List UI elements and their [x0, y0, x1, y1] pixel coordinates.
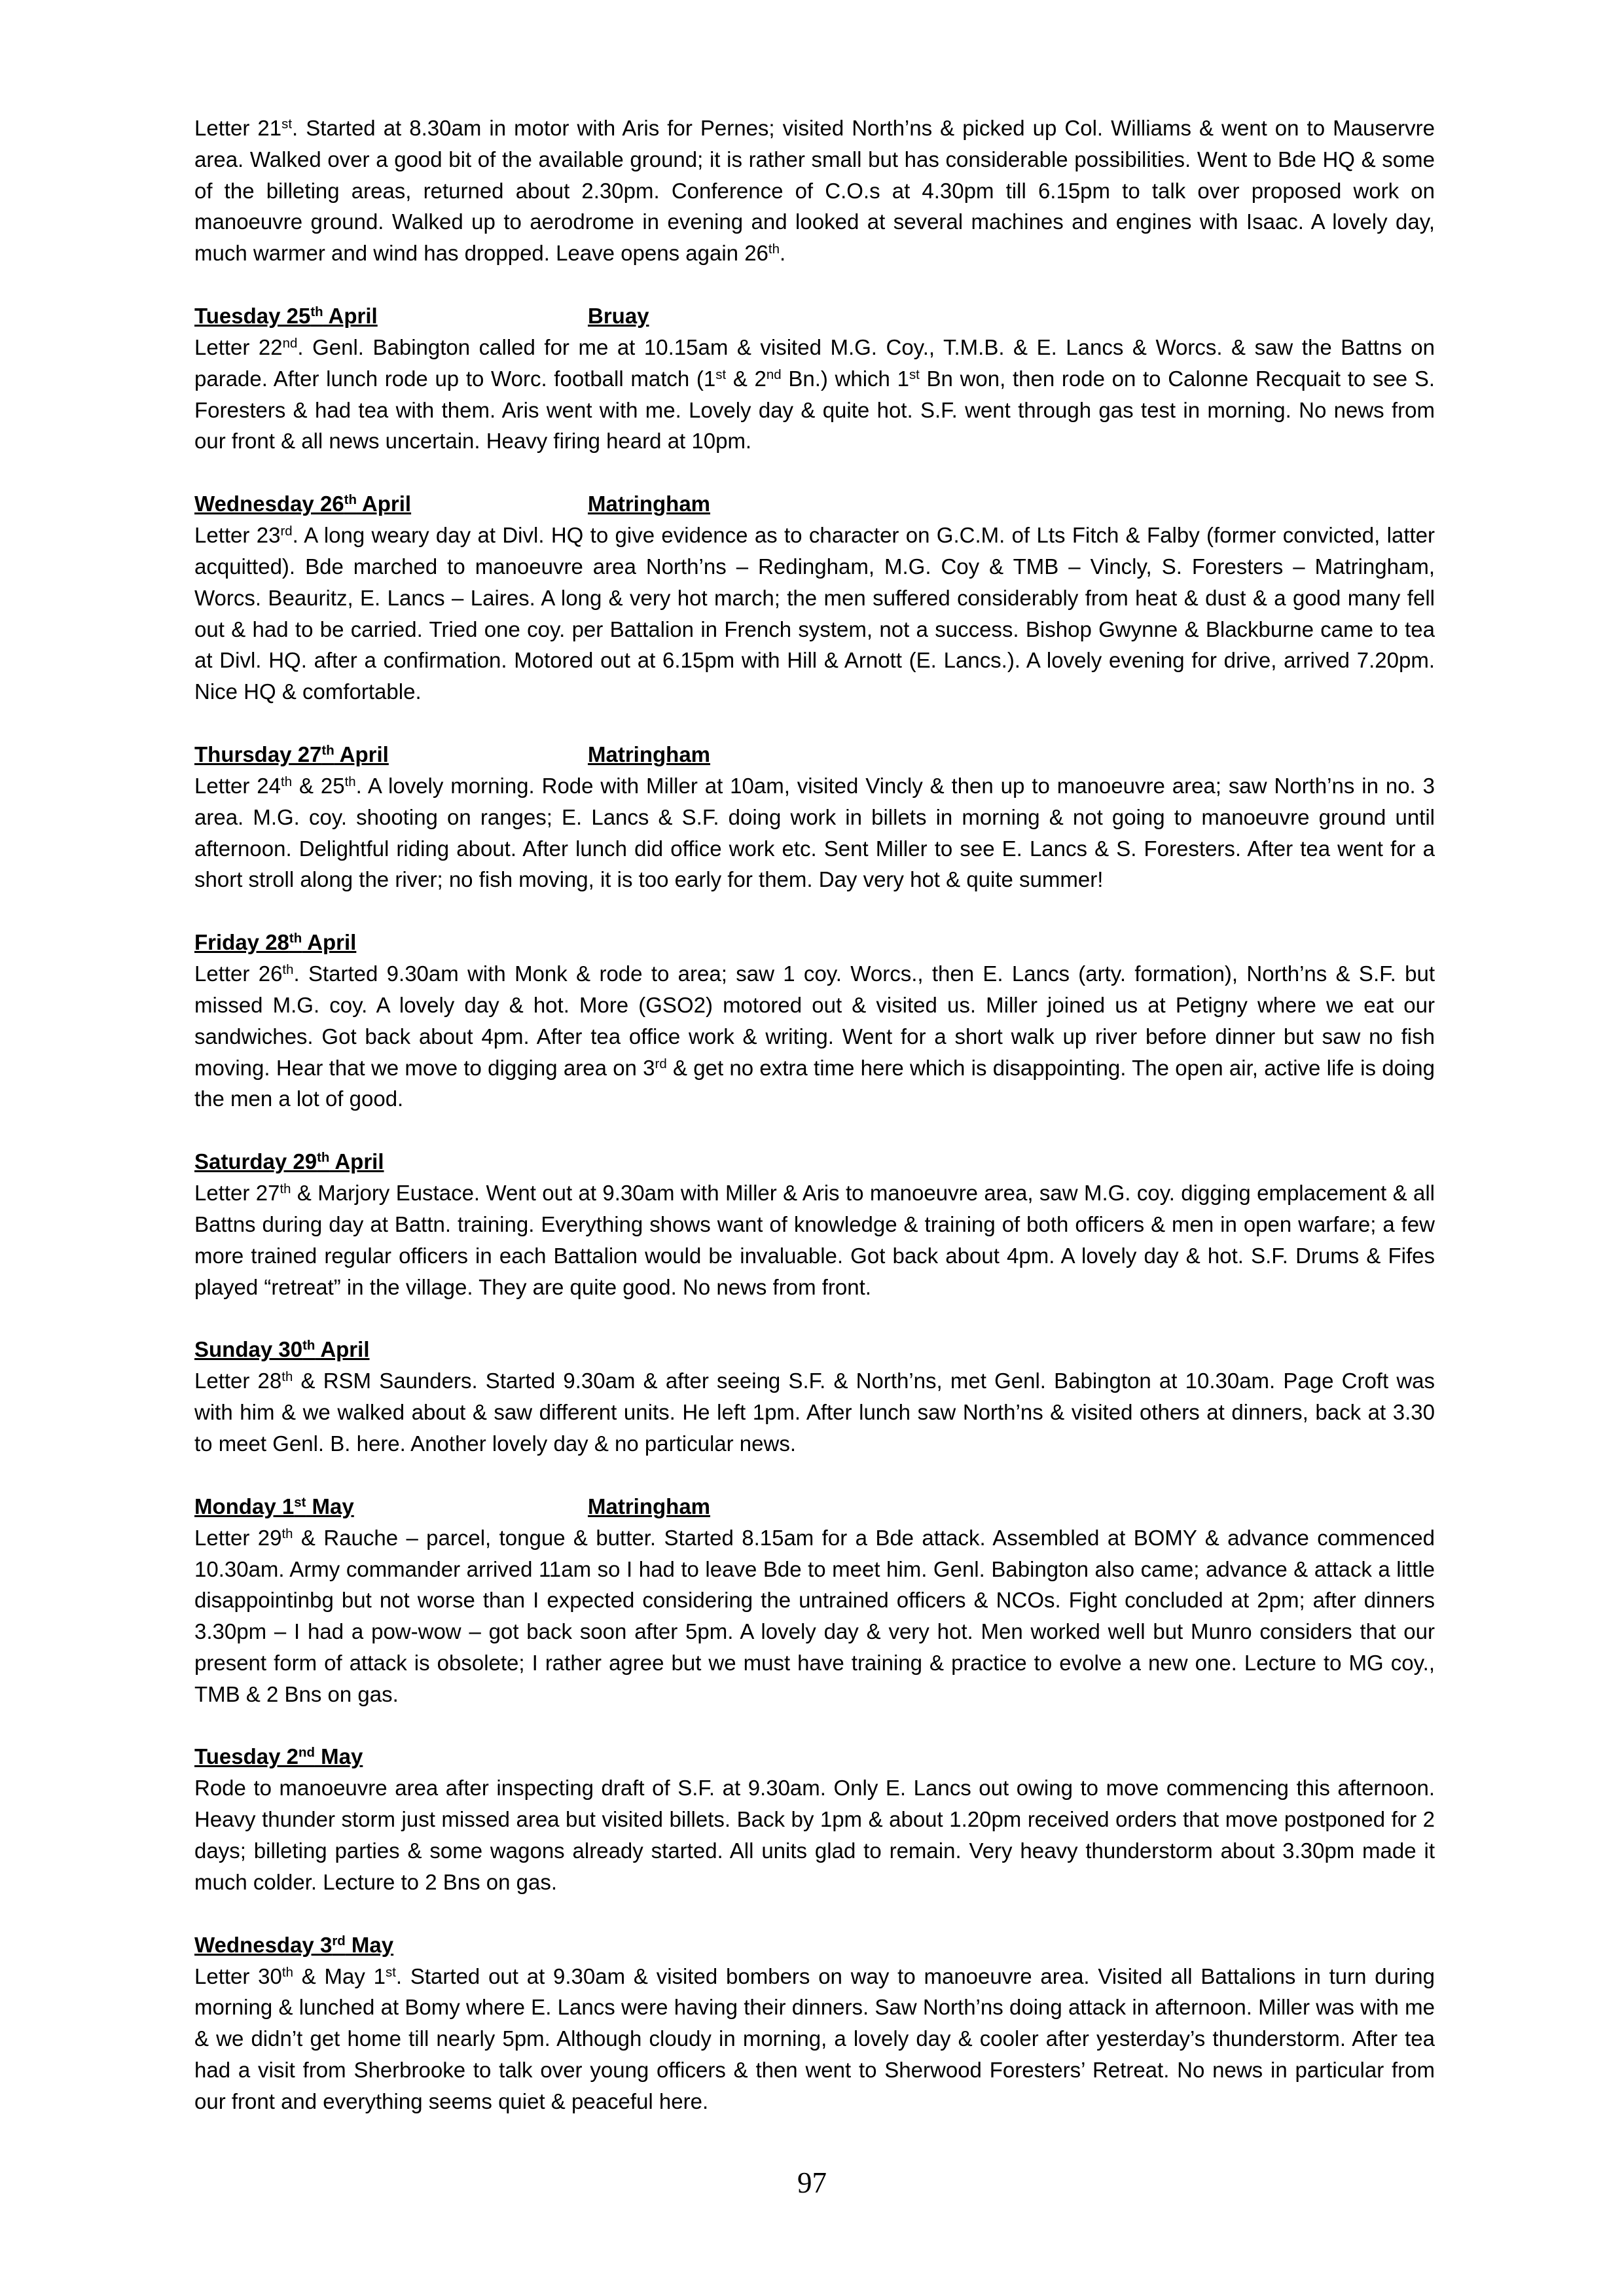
entry-heading: [194, 300, 1435, 332]
diary-entry: [194, 1146, 1435, 1302]
ordinal-suffix: th: [321, 742, 334, 758]
entry-text: Letter 28th & RSM Saunders. Started 9.30am & after seeing S.F. & North’ns, met Genl. Babington at 10.30am. Page Croft was with him & we walked about & saw different units. He left 1pm. After lunch saw North’ns & visited others at dinners, back at 3.30 to meet Genl. B. here. Another lovely day & no particular news.: [194, 1369, 1435, 1456]
diary-entry: [194, 1491, 1435, 1710]
entry-text: Letter 29th & Rauche – parcel, tongue & butter. Started 8.15am for a Bde attack. Assembled at BOMY & advance commenced 10.30am. Army commander arrived 11am so I had to leave Bde to meet him. Genl. Babington also came; advance & attack a little disappointinbg but not worse than I expected considering the untrained officers & NCOs. Fight concluded at 2pm; after dinners 3.30pm – I had a pow-wow – got back soon after 5pm. A lovely day & very hot. Men worked well but Munro considers that our present form of attack is obsolete; I rather agree but we must have training & practice to evolve a new one. Lecture to MG coy., TMB & 2 Bns on gas.: [194, 1525, 1435, 1706]
entry-date: Tuesday 2nd May: [194, 1744, 363, 1769]
ordinal-suffix: th: [281, 1369, 293, 1385]
ordinal-suffix: st: [386, 1964, 396, 1980]
entry-date: Monday 1st May: [194, 1494, 354, 1518]
entry-place: Matringham: [588, 742, 711, 766]
diary-page: [194, 113, 1435, 2149]
entry-text: Letter 23rd. A long weary day at Divl. HQ to give evidence as to character on G.C.M. of Lts Fitch & Falby (former convicted, latter acquitted). Bde marched to manoeuvre area North’ns – Redingham, M.G. Coy & TMB – Vincly, S. Foresters – Matringham, Worcs. Beauritz, E. Lancs – Laires. A long & very hot march; the men suffered considerably from heat & dust & a good many fell out & had to be carried. Tried one coy. per Battalion in French system, not a success. Bishop Gwynne & Blackburne came to tea at Divl. HQ. after a confirmation. Motored out at 6.15pm with Hill & Arnott (E. Lancs.). A lovely evening for drive, arrived 7.20pm. Nice HQ & comfortable.: [194, 523, 1435, 704]
entry-place: Matringham: [588, 492, 711, 516]
diary-entry: [194, 1741, 1435, 1897]
entry-date: Saturday 29th April: [194, 1149, 384, 1174]
entry-text: Letter 24th & 25th. A lovely morning. Rode with Miller at 10am, visited Vincly & then up to manoeuvre area; saw North’ns in no. 3 area. M.G. coy. shooting on ranges; E. Lancs & S.F. doing work in billets in morning & not going to manoeuvre ground until afternoon. Delightful riding about. After lunch did office work etc. Sent Miller to see E. Lancs & S. Foresters. After tea went for a short stroll along the river; no fish moving, it is too early for them. Day very hot & quite summer!: [194, 773, 1435, 892]
ordinal-suffix: th: [280, 1181, 291, 1196]
ordinal-suffix: th: [344, 774, 356, 789]
diary-entry: [194, 113, 1435, 269]
entry-text: Letter 26th. Started 9.30am with Monk & rode to area; saw 1 coy. Worcs., then E. Lancs (arty. formation), North’ns & S.F. but missed M.G. coy. A lovely day & hot. More (GSO2) motored out & visited us. Miller joined us at Petigny where we eat our sandwiches. Got back about 4pm. After tea office work & writing. Went for a short walk up river before dinner but saw no fish moving. Hear that we move to digging area on 3rd & get no extra time here which is disappointing. The open air, active life is doing the men a lot of good.: [194, 961, 1435, 1111]
entry-heading: [194, 488, 1435, 520]
entry-heading: [194, 1146, 1435, 1177]
ordinal-suffix: th: [289, 930, 302, 946]
ordinal-suffix: rd: [280, 523, 293, 539]
ordinal-suffix: th: [282, 961, 294, 977]
entry-date: Sunday 30th April: [194, 1337, 370, 1362]
page-number: 97: [797, 2166, 827, 2199]
entry-place: Bruay: [588, 303, 649, 328]
ordinal-suffix: st: [715, 367, 727, 382]
ordinal-suffix: st: [281, 116, 293, 132]
entry-text: Letter 30th & May 1st. Started out at 9.30am & visited bombers on way to manoeuvre area. Visited all Battalions in turn during morning & lunched at Bomy where E. Lancs were having their dinners. Saw North’ns doing attack in afternoon. Miller was with me & we didn’t get home till nearly 5pm. Although cloudy in morning, a lovely day & cooler after yesterday’s thunderstorm. After tea had a visit from Sherbrooke to talk over young officers & then went to Sherwood Foresters’ Retreat. No news in particular from our front and everything seems quiet & peaceful here.: [194, 1964, 1435, 2113]
diary-entry: [194, 739, 1435, 895]
diary-entry: [194, 927, 1435, 1115]
diary-entry: [194, 1929, 1435, 2117]
ordinal-suffix: nd: [766, 367, 782, 382]
ordinal-suffix: th: [768, 241, 780, 257]
ordinal-suffix: th: [344, 492, 357, 507]
entry-date: Thursday 27th April: [194, 742, 389, 766]
entry-text: Rode to manoeuvre area after inspecting draft of S.F. at 9.30am. Only E. Lancs out owing to move commencing this afternoon. Heavy thunder storm just missed area but visited billets. Back by 1pm & about 1.20pm received orders that move postponed for 2 days; billeting parties & some wagons already started. All units glad to remain. Very heavy thunderstorm about 3.30pm made it much colder. Lecture to 2 Bns on gas.: [194, 1776, 1435, 1894]
ordinal-suffix: st: [294, 1494, 306, 1510]
diary-entry: [194, 488, 1435, 708]
entry-date: Tuesday 25th April: [194, 303, 378, 328]
diary-entry: [194, 1334, 1435, 1459]
entry-date: Wednesday 3rd May: [194, 1932, 394, 1957]
ordinal-suffix: th: [281, 1964, 293, 1980]
entry-date: Friday 28th April: [194, 930, 357, 955]
entry-heading: [194, 1334, 1435, 1365]
ordinal-suffix: th: [281, 1526, 293, 1541]
entry-text: Letter 22nd. Genl. Babington called for me at 10.15am & visited M.G. Coy., T.M.B. & E. Lancs & Worcs. & saw the Battns on parade. After lunch rode up to Worc. football match (1st & 2nd Bn.) which 1st Bn won, then rode on to Calonne Recquait to see S. Foresters & had tea with them. Aris went with me. Lovely day & quite hot. S.F. went through gas test in morning. No news from our front & all news uncertain. Heavy firing heard at 10pm.: [194, 334, 1435, 454]
entry-text: Letter 27th & Marjory Eustace. Went out at 9.30am with Miller & Aris to manoeuvre area, saw M.G. coy. digging emplacement & all Battns during day at Battn. training. Everything shows want of knowledge & training of both officers & men in open warfare; a few more trained regular officers in each Battalion would be invaluable. Got back about 4pm. A lovely day & hot. S.F. Drums & Fifes played “retreat” in the village. They are quite good. No news from front.: [194, 1181, 1435, 1299]
ordinal-suffix: nd: [282, 335, 298, 351]
entry-heading: [194, 739, 1435, 770]
ordinal-suffix: th: [310, 304, 323, 319]
entry-text: Letter 21st. Started at 8.30am in motor with Aris for Pernes; visited North’ns & picked up Col. Williams & went on to Mauservre area. Walked over a good bit of the available ground; it is rather small but has considerable possibilities. Went to Bde HQ & some of the billeting areas, returned about 2.30pm. Conference of C.O.s at 4.30pm till 6.15pm to talk over proposed work on manoeuvre ground. Walked up to aerodrome in evening and looked at several machines and engines with Isaac. A lovely day, much warmer and wind has dropped. Leave opens again 26th.: [194, 116, 1435, 266]
diary-entry: [194, 300, 1435, 457]
ordinal-suffix: rd: [332, 1933, 346, 1948]
ordinal-suffix: nd: [298, 1745, 315, 1761]
entry-heading: [194, 1741, 1435, 1772]
ordinal-suffix: th: [302, 1338, 316, 1354]
entry-heading: [194, 927, 1435, 958]
entry-heading: [194, 1929, 1435, 1961]
entry-place: Matringham: [588, 1494, 711, 1518]
entry-date: Wednesday 26th April: [194, 492, 412, 516]
ordinal-suffix: rd: [655, 1056, 667, 1071]
ordinal-suffix: th: [317, 1149, 330, 1165]
entry-heading: [194, 1491, 1435, 1522]
ordinal-suffix: th: [281, 774, 293, 789]
ordinal-suffix: st: [909, 367, 920, 382]
